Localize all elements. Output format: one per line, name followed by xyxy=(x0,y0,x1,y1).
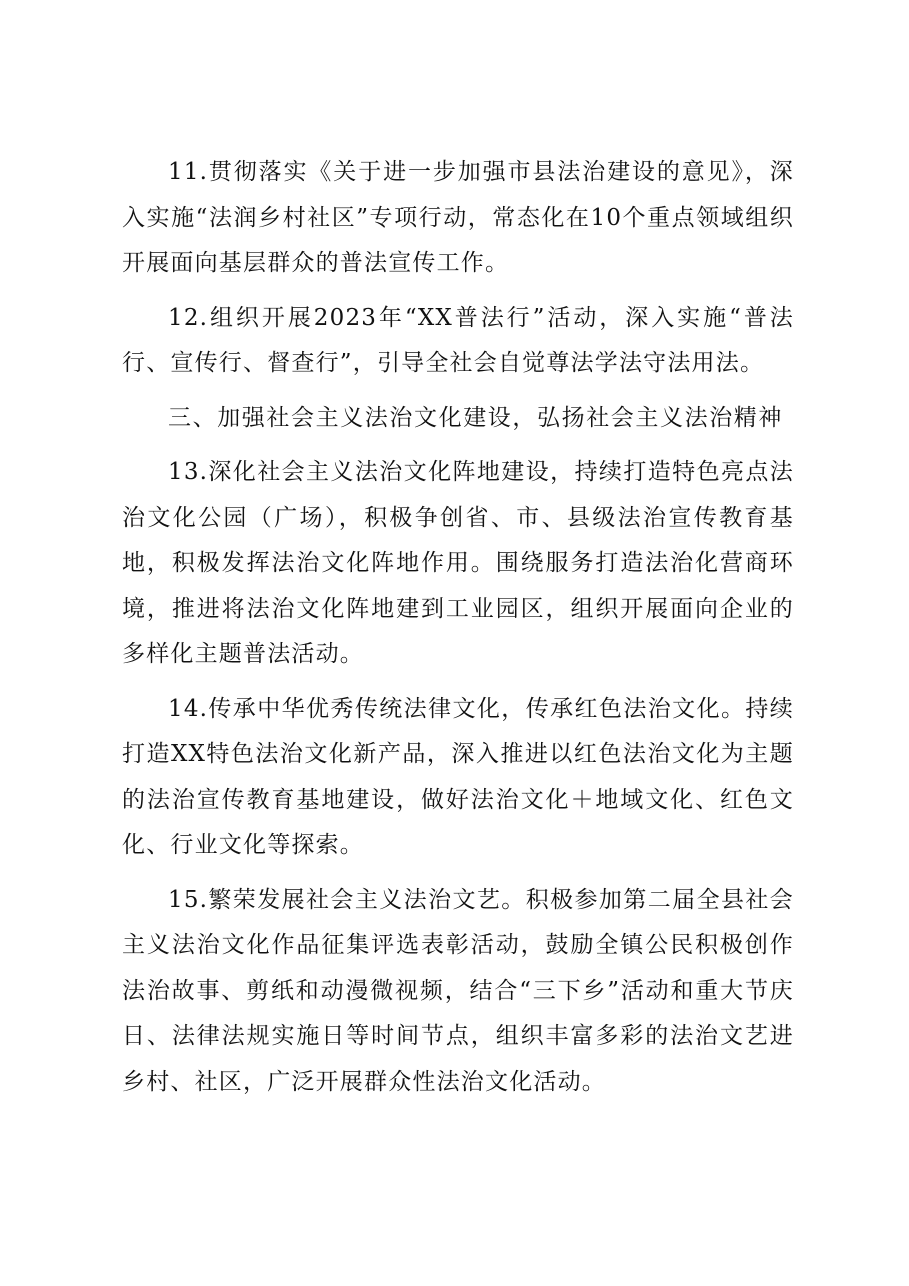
paragraph-item-11: 11.贯彻落实《关于进一步加强市县法治建设的意见》，深入实施“法润乡村社区”专项行动，常态化在10个重点领域组织开展面向基层群众的普法宣传工作。 xyxy=(122,159,794,276)
paragraph-item-12: 12.组织开展2023年“XX普法行”活动，深入实施“普法行、宣传行、督查行”，引导全社会自觉尊法学法守法用法。 xyxy=(122,304,794,376)
section-heading-three: 三、加强社会主义法治文化建设，弘扬社会主义法治精神 xyxy=(168,404,783,431)
paragraph-item-15: 15.繁荣发展社会主义法治文艺。积极参加第二届全县社会主义法治文化作品征集评选表彰活动，鼓励全镇公民积极创作法治故事、剪纸和动漫微视频，结合“三下乡”活动和重大节庆日、法律法规实施日等时间节点，组织丰富多彩的法治文艺进乡村、社区，广泛开展群众性法治文化活动。 xyxy=(122,886,794,1095)
paragraph-item-13: 13.深化社会主义法治文化阵地建设，持续打造特色亮点法治文化公园（广场），积极争创省、市、县级法治宣传教育基地，积极发挥法治文化阵地作用。围绕服务打造法治化营商环境，推进将法治文化阵地建到工业园区，组织开展面向企业的多样化主题普法活动。 xyxy=(122,459,794,667)
paragraph-item-14: 14.传承中华优秀传统法律文化，传承红色法治文化。持续打造XX特色法治文化新产品，深入推进以红色法治文化为主题的法治宣传教育基地建设，做好法治文化＋地域文化、红色文化、行业文化等探索。 xyxy=(122,695,794,858)
document-body xyxy=(122,150,794,1114)
